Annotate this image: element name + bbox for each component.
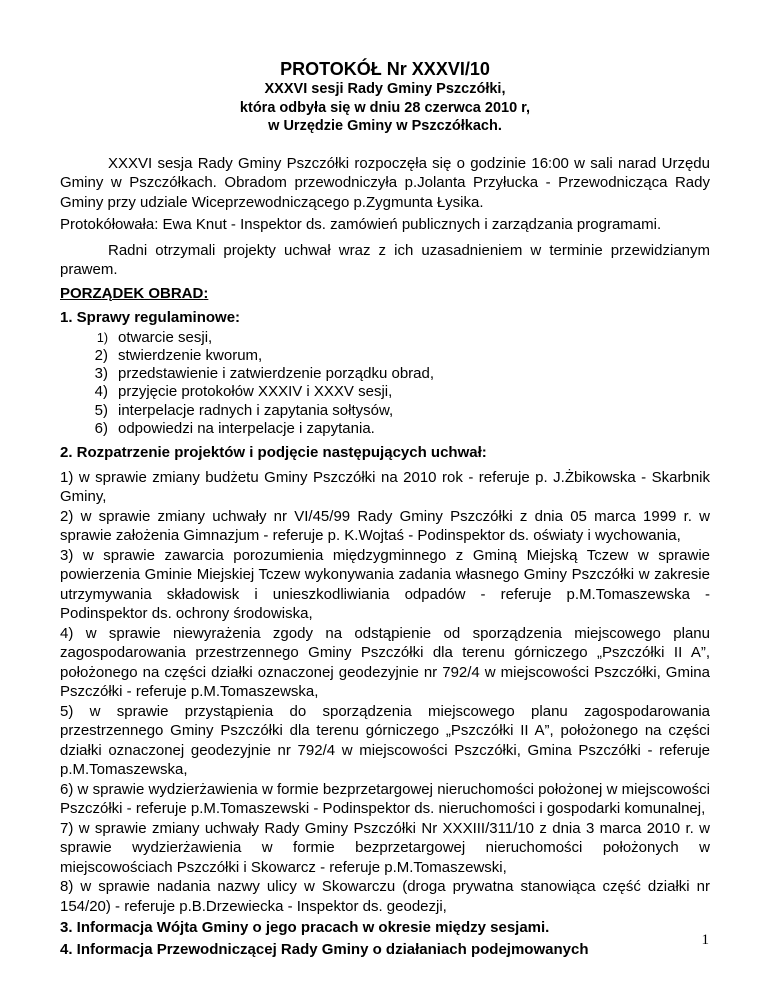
resolution-item: 7) w sprawie zmiany uchwały Rady Gminy Pszczółki Nr XXXIII/311/10 z dnia 3 marca 2010 r. w sprawie wydzierżawienia w formie bezprzetargowej nieruchomości położonych w miejscowościach Pszczółki i Skowarcz - referuje p.M.Tomaszewski, [60, 819, 710, 876]
list-item [60, 402, 710, 420]
session-subtitle-line-2: która odbyła się w dniu 28 czerwca 2010 r, [239, 99, 531, 116]
resolution-item: 4) w sprawie niewyrażenia zgody na odstąpienie od sporządzenia miejscowego planu zagospodarowania przestrzennego Gminy Pszczółki dla terenu górniczego „Pszczółki II A”, położonego na części działki oznaczonej geodezyjnie nr 792/4 w miejscowości Pszczółki, Gmina Pszczółki - referuje p.M.Tomaszewska, [60, 624, 710, 701]
page-number: 1 [701, 932, 709, 948]
intro-paragraph: XXXVI sesja Rady Gminy Pszczółki rozpoczęła się o godzinie 16:00 w sali narad Urzędu Gminy w Pszczółkach. Obradom przewodniczyła p.Jolanta Przyłucka - Przewodnicząca Rady Gminy przy udziale Wiceprzewodniczącego p.Zygmunta Łysika. [60, 154, 710, 211]
list-item-text: stwierdzenie kworum, [118, 346, 263, 364]
list-item-text: interpelacje radnych i zapytania sołtysów, [118, 401, 394, 419]
resolution-item: 8) w sprawie nadania nazwy ulicy w Skowarczu (droga prywatna stanowiąca część działki nr 154/20) - referuje p.B.Drzewiecka - Inspektor ds. geodezji, [60, 878, 710, 915]
session-subtitle-line-1: XXXVI sesji Rady Gminy Pszczółki, [264, 81, 506, 97]
agenda-heading-text: PORZĄDEK OBRAD [60, 284, 204, 302]
section-2-heading: 2. Rozpatrzenie projektów i podjęcie następujących uchwał: [60, 444, 487, 462]
list-item-number: 3) [94, 365, 108, 383]
list-item-number: 6) [94, 419, 108, 437]
list-item [60, 383, 710, 401]
document-title: PROTOKÓŁ Nr XXXVI/10 [280, 59, 490, 79]
resolution-item: 5) w sprawie przystąpienia do sporządzenia miejscowego planu zagospodarowania przestrzennego Gminy Pszczółki dla terenu górniczego „Pszczółki II A”, położonego na części działki oznaczonej geodezyjnie nr 792/4 w miejscowości Pszczółki, Gmina Pszczółki - referuje p.M.Tomaszewska, [60, 702, 710, 779]
resolution-item: 6) w sprawie wydzierżawienia w formie bezprzetargowej nieruchomości położonej w miejscowości Pszczółki - referuje p.M.Tomaszewski - Podinspektor ds. nieruchomości i gospodarki komunalnej, [60, 780, 710, 818]
resolution-list [60, 468, 710, 917]
protocol-author: Protokółowała: Ewa Knut - Inspektor ds. zamówień publicznych i zarządzania programami. [60, 216, 662, 233]
list-item-text: przedstawienie i zatwierdzenie porządku obrad, [118, 365, 435, 383]
list-item-number: 5) [94, 401, 108, 419]
resolution-item: 1) w sprawie zmiany budżetu Gminy Pszczółki na 2010 rok - referuje p. J.Żbikowska - Skarbnik Gminy, [60, 468, 710, 506]
list-item-text: otwarcie sesji, [118, 328, 213, 346]
list-item [60, 329, 710, 347]
section-3-heading: 3. Informacja Wójta Gminy o jego pracach w okresie między sesjami. [60, 919, 550, 937]
section-4-heading: 4. Informacja Przewodniczącej Rady Gminy o działaniach podejmowanych [60, 940, 589, 958]
resolution-item: 2) w sprawie zmiany uchwały nr VI/45/99 Rady Gminy Pszczółki z dnia 05 marca 1999 r. w sprawie założenia Gimnazjum - referuje p. K.Wojtaś - Podinspektor ds. oświaty i wychowania, [60, 507, 710, 545]
list-item [60, 365, 710, 383]
section-1-list [60, 329, 710, 439]
document-page [60, 58, 710, 959]
list-item-text: odpowiedzi na interpelacje i zapytania. [118, 419, 375, 437]
list-item-number: 1) [96, 330, 108, 345]
list-item-number: 2) [94, 346, 108, 364]
agenda-heading-colon: : [203, 284, 209, 302]
list-item-number: 4) [94, 383, 108, 401]
session-subtitle-line-3: w Urzędzie Gminy w Pszczółkach. [268, 118, 502, 134]
section-1-heading: 1. Sprawy regulaminowe: [60, 309, 241, 326]
councillors-paragraph: Radni otrzymali projekty uchwał wraz z ich uzasadnieniem w terminie przewidzianym prawem. [60, 241, 710, 278]
resolution-item: 3) w sprawie zawarcia porozumienia międzygminnego z Gminą Miejską Tczew w sprawie powierzenia Gminie Miejskiej Tczew wykonywania zadania własnego Gminy Pszczółki w zakresie utrzymywania składowisk i unieszkodliwiania odpadów - referuje p.M.Tomaszewska - Podinspektor ds. ochrony środowiska, [60, 546, 710, 623]
list-item-text: przyjęcie protokołów XXXIV i XXXV sesji, [118, 383, 393, 401]
list-item [60, 420, 710, 438]
list-item [60, 347, 710, 365]
agenda-heading [60, 284, 710, 304]
